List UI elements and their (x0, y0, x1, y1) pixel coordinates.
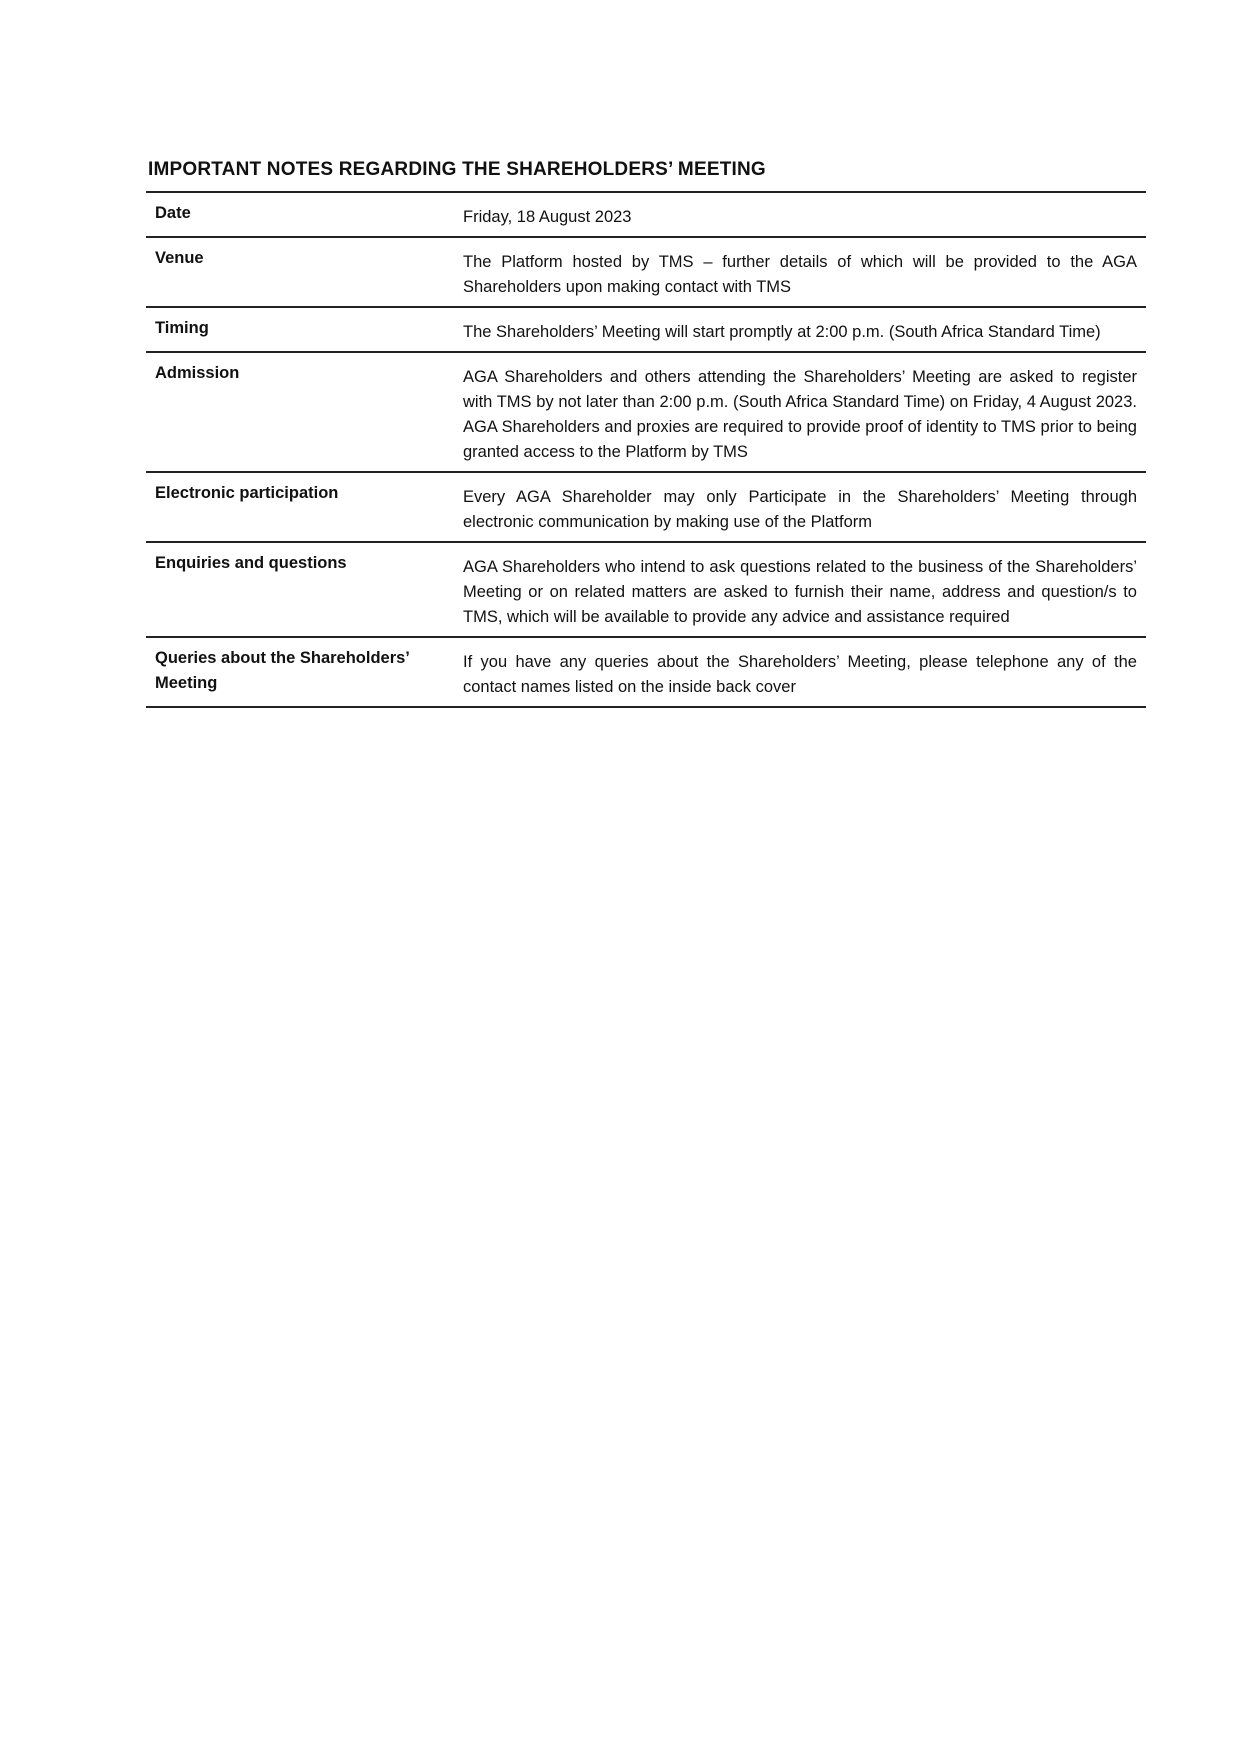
row-value-venue: The Platform hosted by TMS – further details of which will be provided to the AGA Shareholders upon making contact with TMS (463, 253, 1137, 296)
row-value-electronic-participation: Every AGA Shareholder may only Participate in the Shareholders’ Meeting through electronic communication by making use of the Platform (463, 488, 1137, 531)
document-page (146, 158, 1146, 708)
table-row-date (146, 192, 1146, 237)
row-label-venue: Venue (155, 249, 204, 267)
table-row-queries (146, 637, 1146, 707)
row-value-date: Friday, 18 August 2023 (463, 208, 632, 226)
row-label-timing: Timing (155, 319, 209, 337)
row-label-queries: Queries about the Shareholders’ Meeting (155, 649, 409, 692)
row-value-queries: If you have any queries about the Shareholders’ Meeting, please telephone any of the contact names listed on the inside back cover (463, 653, 1137, 696)
meeting-notes-table (146, 191, 1146, 708)
table-row-venue (146, 237, 1146, 307)
table-row-timing (146, 307, 1146, 352)
page-title: IMPORTANT NOTES REGARDING THE SHAREHOLDERS’ MEETING (148, 159, 766, 180)
table-row-electronic-participation (146, 472, 1146, 542)
row-value-enquiries: AGA Shareholders who intend to ask questions related to the business of the Shareholders’ Meeting or on related matters are asked to furnish their name, address and question/s to TMS, which will be available to provide any advice and assistance required (463, 558, 1137, 626)
row-label-admission: Admission (155, 364, 240, 382)
row-value-timing: The Shareholders’ Meeting will start promptly at 2:00 p.m. (South Africa Standard Time) (463, 323, 1101, 341)
row-label-enquiries: Enquiries and questions (155, 554, 347, 572)
row-label-electronic-participation: Electronic participation (155, 484, 339, 502)
row-label-date: Date (155, 204, 191, 222)
row-value-admission: AGA Shareholders and others attending the Shareholders’ Meeting are asked to register with TMS by not later than 2:00 p.m. (South Africa Standard Time) on Friday, 4 August 2023. AGA Shareholders and proxies are required to provide proof of identity to TMS prior to being granted access to the Platform by TMS (463, 368, 1137, 461)
table-row-enquiries (146, 542, 1146, 637)
table-row-admission (146, 352, 1146, 472)
